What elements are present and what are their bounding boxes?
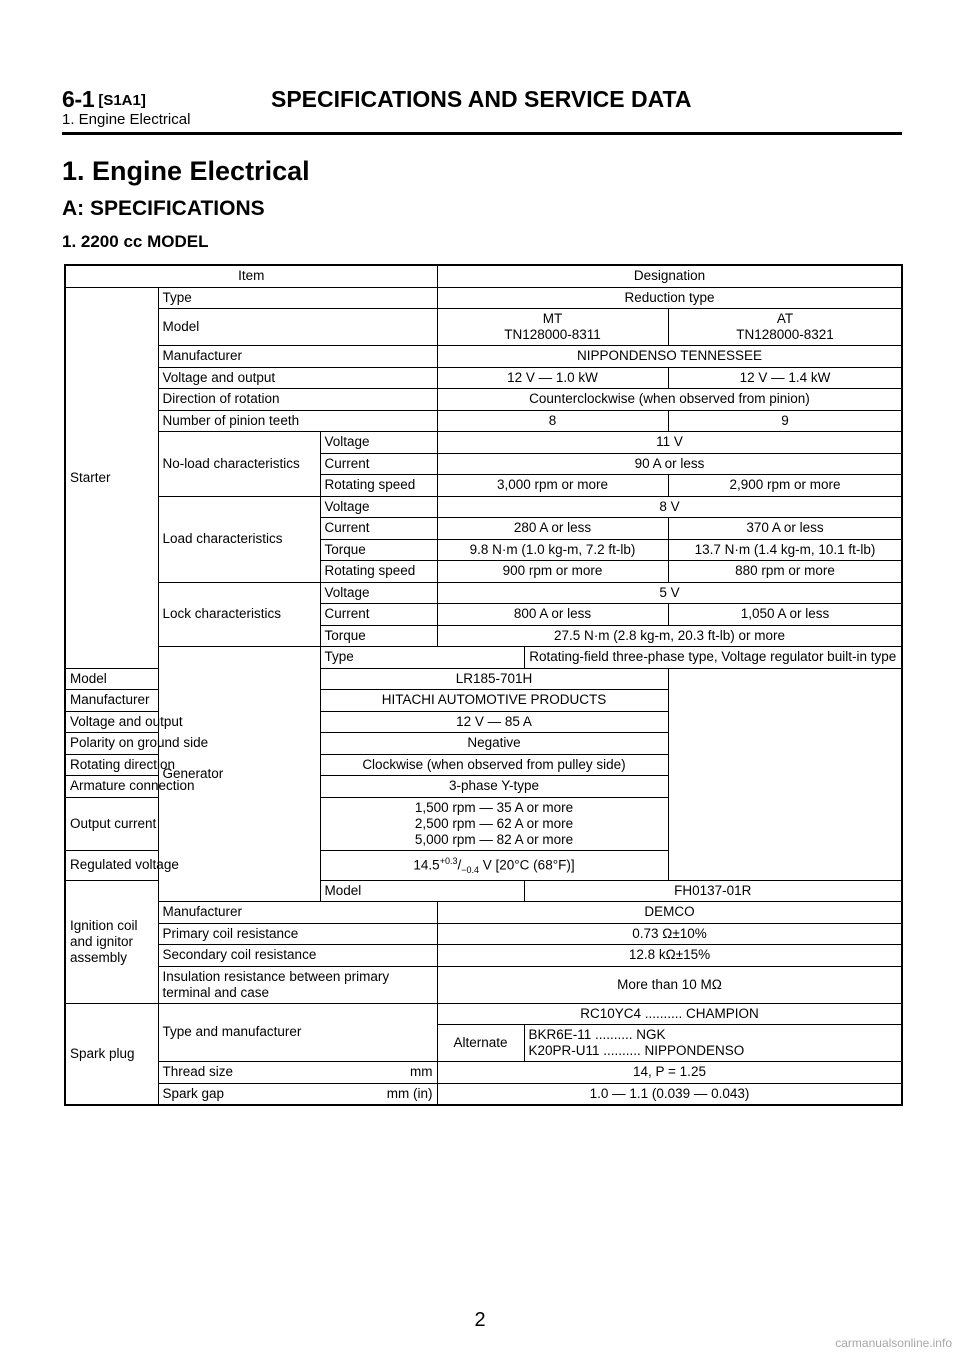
table-row: [65, 432, 902, 454]
table-row: [65, 389, 902, 411]
table-row: [65, 966, 902, 1003]
table-row: [65, 1003, 902, 1025]
header-title: SPECIFICATIONS AND SERVICE DATA: [271, 86, 692, 112]
row-label: Voltage: [320, 432, 437, 454]
row-label: Voltage: [320, 582, 437, 604]
row-value-at: 880 rpm or more: [668, 561, 902, 583]
row-label: Insulation resistance between primary terminal and case: [158, 966, 437, 1003]
subsection-heading: 1. 2200 cc MODEL: [62, 232, 209, 251]
row-value: RC10YC4 .......... CHAMPION: [437, 1003, 902, 1025]
row-label: Output current: [65, 797, 320, 850]
row-label: Model: [320, 880, 524, 902]
row-label: Primary coil resistance: [158, 923, 437, 945]
row-label: Spark gap mm (in): [158, 1083, 437, 1105]
row-value: HITACHI AUTOMOTIVE PRODUCTS: [320, 690, 668, 712]
row-value-at: 9: [668, 410, 902, 432]
table-row: [65, 776, 902, 798]
subgroup-label: Load characteristics: [158, 496, 320, 582]
row-label: Current: [320, 453, 437, 475]
row-value-at: 12 V — 1.4 kW: [668, 367, 902, 389]
row-label: Type: [320, 647, 524, 669]
row-label: Thread size mm: [158, 1062, 437, 1084]
table-row: [65, 647, 902, 669]
row-label: Rotating speed: [320, 561, 437, 583]
row-value: 3-phase Y-type: [320, 776, 668, 798]
row-value-mt: 3,000 rpm or more: [437, 475, 668, 497]
section-heading: A: SPECIFICATIONS: [62, 197, 265, 220]
section-code: [S1A1]: [98, 92, 146, 109]
table-row: [65, 711, 902, 733]
row-label: Number of pinion teeth: [158, 410, 437, 432]
alternate-value: BKR6E-11 .......... NGK K20PR-U11 .......... NIPPONDENSO: [524, 1025, 902, 1062]
row-value: 1,500 rpm — 35 A or more 2,500 rpm — 62 A or more 5,000 rpm — 82 A or more: [320, 797, 668, 850]
row-value: LR185-701H: [320, 668, 668, 690]
row-label: Current: [320, 518, 437, 540]
specifications-table: [64, 264, 903, 1106]
row-value-at: AT TN128000-8321: [668, 309, 902, 346]
row-value-mt: 800 A or less: [437, 604, 668, 626]
row-value: Reduction type: [437, 287, 902, 309]
row-value: 1.0 — 1.1 (0.039 — 0.043): [437, 1083, 902, 1105]
chapter-heading: 1. Engine Electrical: [62, 156, 310, 186]
row-value-mt: 12 V — 1.0 kW: [437, 367, 668, 389]
row-label: Torque: [320, 539, 437, 561]
row-value: 11 V: [437, 432, 902, 454]
header-rule: [62, 132, 902, 135]
page-number: 2: [474, 1309, 486, 1331]
section-number: 6-1: [62, 86, 95, 112]
row-label: Voltage and output: [158, 367, 437, 389]
row-value-at: 2,900 rpm or more: [668, 475, 902, 497]
table-row: [65, 733, 902, 755]
header-item: Item: [65, 265, 437, 287]
row-value: $14.5^{+0.3}/_{-0.4}$ V [20°C (68°F)]: [320, 850, 668, 880]
table-row: [65, 923, 902, 945]
row-value: 12 V — 85 A: [320, 711, 668, 733]
table-row: [65, 1083, 902, 1105]
table-row: [65, 797, 902, 850]
row-label: Type: [158, 287, 437, 309]
table-row: [65, 668, 902, 690]
row-value: 27.5 N·m (2.8 kg-m, 20.3 ft-lb) or more: [437, 625, 902, 647]
row-label: Voltage and output: [65, 711, 320, 733]
row-label: Polarity on ground side: [65, 733, 320, 755]
row-value: 14, P = 1.25: [437, 1062, 902, 1084]
table-row: [65, 287, 902, 309]
watermark: carmanualsonline.info: [835, 1336, 952, 1350]
row-value: NIPPONDENSO TENNESSEE: [437, 346, 902, 368]
row-value-mt: 280 A or less: [437, 518, 668, 540]
row-label: Regulated voltage: [65, 850, 320, 880]
table-row: [65, 690, 902, 712]
subgroup-label: No-load characteristics: [158, 432, 320, 497]
row-label: Armature connection: [65, 776, 320, 798]
row-value: Rotating-field three-phase type, Voltage regulator built-in type: [524, 647, 902, 669]
row-value: 8 V: [437, 496, 902, 518]
row-label: Model: [158, 309, 437, 346]
table-row: [65, 496, 902, 518]
row-value: FH0137-01R: [524, 880, 902, 902]
group-spark-plug: Spark plug: [65, 1003, 158, 1105]
group-ignition: Ignition coil and ignitor assembly: [65, 880, 158, 1003]
table-row: [65, 309, 902, 346]
row-label: Manufacturer: [158, 902, 437, 924]
row-value: 90 A or less: [437, 453, 902, 475]
table-row: [65, 850, 902, 880]
row-value-mt: 9.8 N·m (1.0 kg-m, 7.2 ft-lb): [437, 539, 668, 561]
table-header-row: [65, 265, 902, 287]
row-label: Voltage: [320, 496, 437, 518]
row-value: More than 10 MΩ: [437, 966, 902, 1003]
group-generator: Generator: [158, 647, 320, 902]
table-row: [65, 1062, 902, 1084]
row-label: Manufacturer: [65, 690, 320, 712]
row-value: Clockwise (when observed from pulley side): [320, 754, 668, 776]
row-label: Current: [320, 604, 437, 626]
row-value: Counterclockwise (when observed from pinion): [437, 389, 902, 411]
row-value: 0.73 Ω±10%: [437, 923, 902, 945]
row-value-mt: MT TN128000-8311: [437, 309, 668, 346]
row-value-mt: 900 rpm or more: [437, 561, 668, 583]
row-value-at: 370 A or less: [668, 518, 902, 540]
row-value-at: 13.7 N·m (1.4 kg-m, 10.1 ft-lb): [668, 539, 902, 561]
group-starter: Starter: [65, 287, 158, 668]
row-label: Rotating direction: [65, 754, 320, 776]
table-row: [65, 902, 902, 924]
row-label: Manufacturer: [158, 346, 437, 368]
table-row: [65, 582, 902, 604]
header-subtitle: 1. Engine Electrical: [62, 111, 191, 128]
table-row: [65, 346, 902, 368]
alternate-label: Alternate: [437, 1025, 524, 1062]
row-label: Rotating speed: [320, 475, 437, 497]
row-label: Model: [65, 668, 320, 690]
row-value: Negative: [320, 733, 668, 755]
row-label: Secondary coil resistance: [158, 945, 437, 967]
table-row: [65, 367, 902, 389]
row-label: Torque: [320, 625, 437, 647]
row-value-mt: 8: [437, 410, 668, 432]
row-label: Direction of rotation: [158, 389, 437, 411]
subgroup-label: Lock characteristics: [158, 582, 320, 647]
header-designation: Designation: [437, 265, 902, 287]
table-row: [65, 410, 902, 432]
row-value-at: 1,050 A or less: [668, 604, 902, 626]
row-value: DEMCO: [437, 902, 902, 924]
table-row: [65, 945, 902, 967]
row-value: 5 V: [437, 582, 902, 604]
row-label: Type and manufacturer: [158, 1003, 437, 1062]
row-value: 12.8 kΩ±15%: [437, 945, 902, 967]
